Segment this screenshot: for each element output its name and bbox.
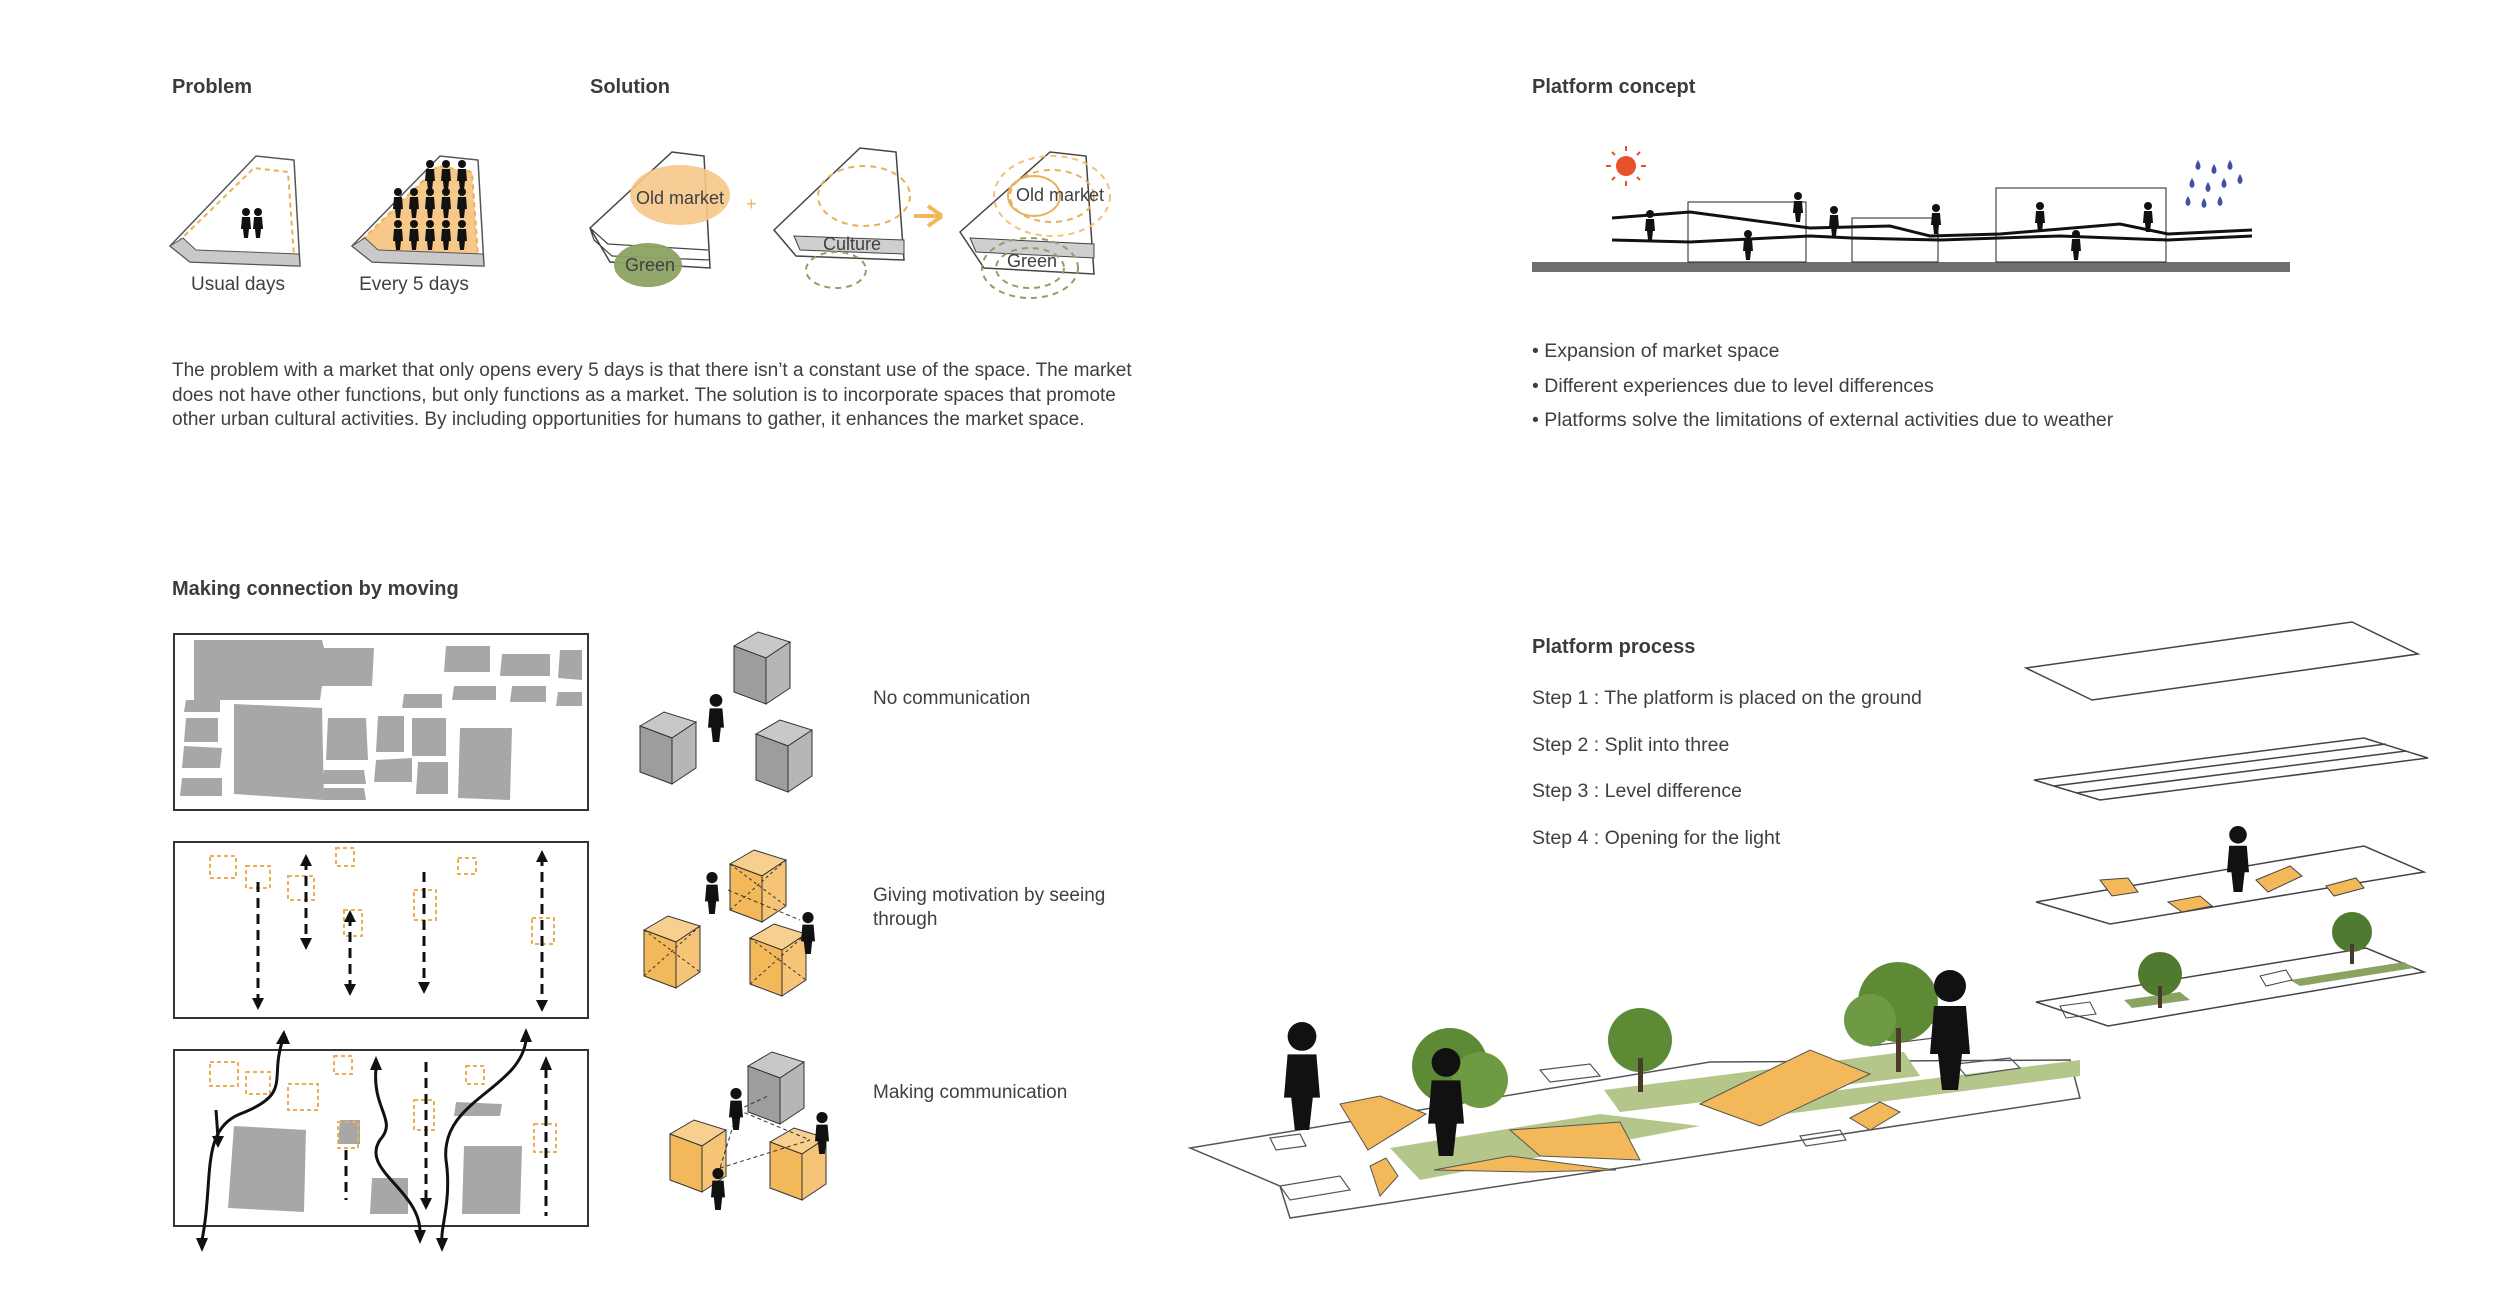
arrow-right-icon xyxy=(914,206,942,226)
label-no-communication: No communication xyxy=(873,688,1031,709)
label-usual-days: Usual days xyxy=(191,274,285,295)
platform-process-heading: Platform process xyxy=(1532,636,1696,658)
person-icon xyxy=(708,694,724,742)
sun-icon xyxy=(1616,156,1636,176)
concept-bullet: • Different experiences due to level differences xyxy=(1532,369,2113,404)
rain-icon xyxy=(2186,160,2243,208)
solution-diagram-1 xyxy=(590,152,757,287)
every-5-days-diagram xyxy=(352,156,484,266)
platform-section-diagram xyxy=(1532,146,2290,272)
cubes-no-communication xyxy=(640,632,812,792)
label-green-2: Green xyxy=(1006,251,1058,271)
process-step-4-platform xyxy=(2036,912,2424,1026)
plus-icon: + xyxy=(746,194,757,214)
problem-description: The problem with a market that only opens every 5 days is that there isn’t a constant use of the space. The market does not have other functions, but only functions as a market. The solution is to incorporate spaces that promote other urban cultural activities. By including opportunities for humans to gather, it enhances the market space. xyxy=(172,360,1132,430)
process-step: Step 1 : The platform is placed on the ground xyxy=(1532,687,1922,709)
solution-diagram-3 xyxy=(960,152,1110,298)
process-step: Step 4 : Opening for the light xyxy=(1532,826,1781,849)
concept-bullet: • Expansion of market space xyxy=(1532,334,2113,369)
process-step-2-platform xyxy=(2034,738,2428,800)
connection-heading: Making connection by moving xyxy=(172,578,459,600)
map-making-communication xyxy=(174,1028,588,1252)
process-step-3-platform xyxy=(2036,826,2424,924)
map-no-communication xyxy=(174,634,588,810)
platform-concept-heading: Platform concept xyxy=(1532,76,1696,98)
label-every-5-days: Every 5 days xyxy=(359,274,469,295)
label-green: Green xyxy=(624,255,676,275)
process-step: Step 2 : Split into three xyxy=(1532,733,1730,756)
platform-rendering xyxy=(1190,962,2080,1218)
process-step: Step 3 : Level difference xyxy=(1532,780,1742,802)
process-step-1-platform xyxy=(2026,622,2418,700)
ground-line xyxy=(1532,262,2290,272)
label-old-market-2: Old market xyxy=(1015,185,1105,205)
cubes-making-communication xyxy=(670,1052,829,1210)
label-seeing-through: Giving motivation by seeing through xyxy=(873,885,1106,930)
solution-diagram-2 xyxy=(774,148,910,288)
map-seeing-through xyxy=(174,842,588,1018)
problem-heading: Problem xyxy=(172,76,253,98)
label-making-communication: Making communication xyxy=(873,1082,1068,1103)
usual-days-diagram xyxy=(170,156,300,266)
label-old-market: Old market xyxy=(635,188,725,208)
solution-heading: Solution xyxy=(590,76,670,98)
label-culture: Culture xyxy=(822,234,882,254)
concept-bullet: • Platforms solve the limitations of external activities due to weather xyxy=(1532,403,2113,438)
cubes-seeing-through xyxy=(644,850,815,996)
